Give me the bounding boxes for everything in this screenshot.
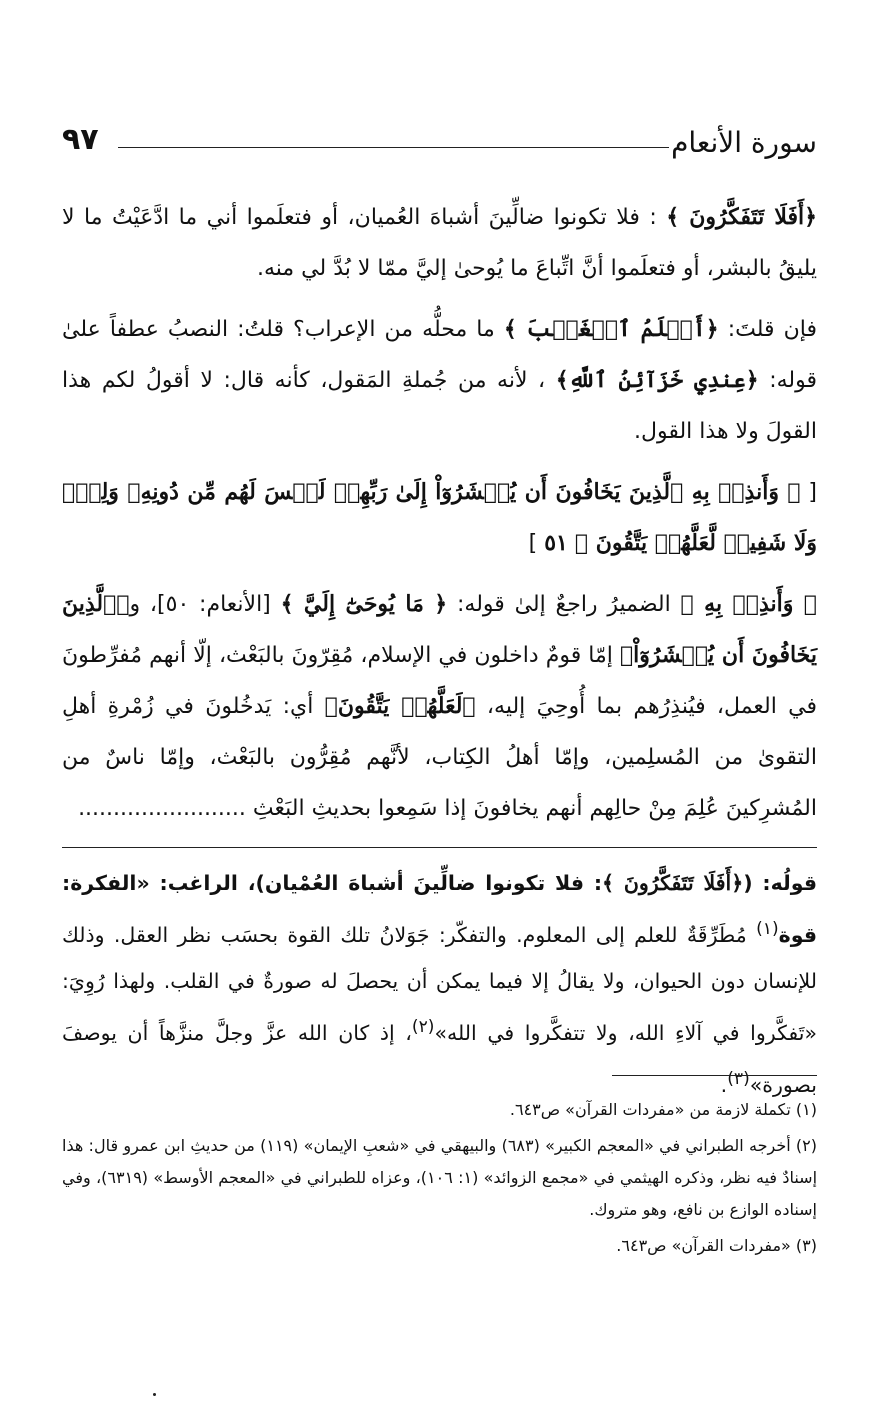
- hashiya-text: مُطَرِّقَةٌ للعلم إلى المعلوم. والتفكّر: جَوَلانُ تلك القوة بحسَب نظر العقل. وذلك للإنسان دون الحيوان، ولا يقالُ إلا فيما يمكن أن يحصلَ له صورةٌ في القلب. ولهذا رُوِيَ: «تَفكَّروا في آلاءِ الله، ولا تتفكَّروا في الله»: [62, 922, 818, 1045]
- commentary-text: إمّا قومٌ داخلون في الإسلام، مُقِرّونَ بالبَعْث، إلّا أنهم مُفرِّطونَ في العمل، فيُنذِرُهم بما أُوحِيَ إليه،: [62, 643, 817, 719]
- hashiya-paragraph: [62, 860, 817, 1107]
- footnote-ref-1[interactable]: (١): [756, 919, 779, 939]
- commentary-text: أي: يَدخُلونَ في زُمْرةِ أهلِ التقوىٰ من المُسلِمين، وإمّا أهلُ الكِتاب، لأنَّهم مُقِرُّون بالبَعْث، وإمّا ناسٌ من المُشرِكينَ عُلِمَ مِنْ حالِهم أنهم يخافونَ إذا سَمِعوا بحديثِ البَعْثِ: [62, 694, 817, 821]
- verse-bracket-open: [: [808, 480, 817, 505]
- hashiya-text: .: [720, 1072, 728, 1097]
- footnote-3: (٣) «مفردات القرآن» ص٦٤٣.: [616, 1236, 817, 1255]
- quran-quote: ﴿لَعَلَّهُمۡ يَتَّقُونَ﴾: [324, 693, 476, 719]
- print-speck: [153, 1393, 156, 1396]
- footnote-rule: [612, 1075, 817, 1076]
- hashiya-commentary: [62, 860, 817, 1107]
- footnote-ref-3[interactable]: (٣): [727, 1068, 750, 1089]
- commentary-text: [الأنعام: ٥٠]، و: [129, 592, 271, 617]
- hashiya-lead-text: : فلا تكونوا ضالِّينَ أشباهَ العُمْيان)، الراغب: «الفكرة: قوة: [62, 871, 817, 947]
- quran-quote: ﴿ٱلَّذِينَ يَخَافُونَ أَن يُحۡشَرُوٓاْ﴾: [62, 591, 817, 668]
- page-number: ٩٧: [62, 122, 99, 157]
- hashiya-lead: قولُه: (: [743, 871, 818, 895]
- paragraph-3: [62, 579, 817, 834]
- quran-quote: ﴿ مَا يُوحَىٰٓ إِلَيَّ ﴾: [280, 591, 448, 617]
- commentary-text: فإن قلتَ:: [727, 317, 818, 342]
- commentary-text: ، لأنه من جُملةِ المَقول، كأنه قال: لا أقولُ لكم هذا القولَ ولا هذا القول.: [62, 368, 817, 444]
- quran-quote: ﴿أَفَلَا تَتَفَكَّرُونَ ﴾: [666, 204, 817, 230]
- verse-bracket-close: ]: [528, 531, 538, 556]
- continuation-dots: ........................: [78, 796, 246, 821]
- footnote-ref-2[interactable]: (٢): [411, 1016, 435, 1037]
- surah-name: سورة الأنعام: [671, 126, 817, 159]
- commentary-text: ما محلُّه من الإعراب؟ قلتُ: النصبُ عطفاً علىٰ قوله:: [62, 317, 817, 393]
- commentary-text: الضميرُ راجعٌ إلىٰ قوله:: [457, 592, 671, 617]
- footnotes: [62, 1094, 817, 1266]
- commentary-text: : فلا تكونوا ضالِّينَ أشباهَ العُميان، أو فتعلَموا أني ما ادَّعَيْتُ ما لا يليقُ بالبشر، أو فتعلَموا أنَّ اتِّباعَ ما يُوحىٰ إليَّ ممّا لا بُدَّ لي منه.: [62, 205, 817, 281]
- quran-quote: ﴿أَعۡلَمُ ٱلۡغَيۡبَ ﴾: [503, 316, 719, 342]
- header-rule: [118, 147, 669, 148]
- hashiya-separator: [62, 847, 817, 848]
- running-header: [62, 122, 817, 172]
- main-commentary: [62, 192, 817, 844]
- footnote-2: (٢) أخرجه الطبراني في «المعجم الكبير» (٦٨٣) والبيهقي في «شعبِ الإيمان» (١١٩) من حديثِ ابن عمرو قال: هذا إسنادٌ فيه نظر، وذكره الهيثمي في «مجمع الزوائد» (١: ١٠٦)، وعزاه للطبراني في «المعجم الأوسط» (٦٣١٩)، وفي إسناده الوازع بن نافع، وهو متروك.: [62, 1136, 818, 1219]
- quran-quote: ﴿عِندِي خَزَآئِنُ ٱللَّهِ﴾: [555, 367, 759, 393]
- verse-text: ﴿ وَأَنذِرۡ بِهِ ٱلَّذِينَ يَخَافُونَ أَن يُحۡشَرُوٓاْ إِلَىٰ رَبِّهِمۡ لَيۡسَ لَهُم مِّن دُونِهِۦ وَلِيّٞ وَلَا شَفِيعٞ لَّعَلَّهُمۡ يَتَّقُونَ ﴾: [62, 479, 817, 556]
- quran-quote: ﴿أَفَلَا تَتَفَكَّرُونَ ﴾: [602, 871, 744, 895]
- hashiya-text: ، إذ كان الله عزَّ وجلَّ منزَّهاً أن يوصفَ بصورة»: [62, 1020, 817, 1097]
- paragraph-2: [62, 304, 817, 457]
- quran-quote: ﴿ وَأَنذِرۡ بِهِ ﴾: [680, 591, 818, 617]
- verse-number: ٥١: [544, 530, 568, 556]
- footnote-1: (١) تكملة لازمة من «مفردات القرآن» ص٦٤٣.: [509, 1100, 817, 1119]
- paragraph-1: [62, 192, 817, 294]
- verse-block: [62, 467, 817, 569]
